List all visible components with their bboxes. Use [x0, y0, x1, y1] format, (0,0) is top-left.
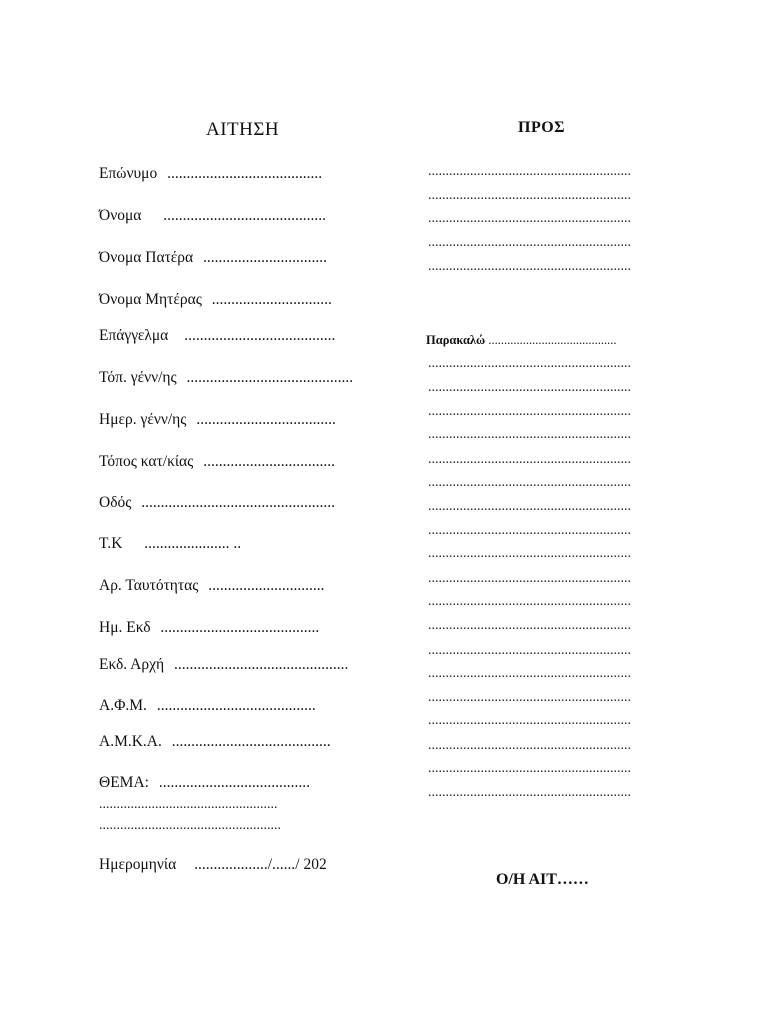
request-line[interactable]: ..........................................................: [428, 452, 631, 467]
field-mother-name[interactable]: [99, 290, 332, 310]
field-label: Αρ. Ταυτότητας: [99, 577, 199, 594]
field-birth-place[interactable]: [99, 368, 353, 388]
request-line[interactable]: ..........................................................: [428, 618, 631, 633]
recipient-line[interactable]: ..........................................................: [428, 259, 631, 274]
field-blank: ................................: [203, 249, 328, 266]
field-blank: ..........................................: [163, 207, 327, 224]
field-label: Όνομα: [99, 207, 142, 224]
field-label: Τ.Κ: [99, 535, 123, 552]
please-blank: .........................................: [488, 333, 617, 347]
recipient-title: ΠΡΟΣ: [518, 119, 566, 136]
field-blank: ....................................: [196, 411, 336, 428]
field-label: Ημερ. γένν/ης: [99, 411, 187, 428]
field-postal-code[interactable]: [99, 534, 241, 554]
field-blank: ...........................................: [186, 369, 354, 386]
request-line[interactable]: ..........................................................: [428, 713, 631, 728]
field-label: Όνομα Πατέρα: [99, 249, 194, 266]
field-label: Ημ. Εκδ: [99, 619, 151, 636]
request-line[interactable]: ..........................................................: [428, 546, 631, 561]
recipient-line[interactable]: ..........................................................: [428, 164, 631, 179]
field-blank: .........................................: [171, 733, 331, 750]
recipient-line[interactable]: ..........................................................: [428, 211, 631, 226]
field-label: Α.Φ.Μ.: [99, 697, 147, 714]
subject-line-3[interactable]: ....................................................: [99, 818, 281, 833]
field-first-name[interactable]: [99, 206, 326, 226]
form-title: ΑΙΤΗΣΗ: [206, 119, 280, 140]
recipient-line[interactable]: ..........................................................: [428, 188, 631, 203]
field-label: Οδός: [99, 494, 132, 511]
request-line[interactable]: ..........................................................: [428, 427, 631, 442]
field-blank: ........................................: [167, 165, 323, 182]
recipient-line[interactable]: ..........................................................: [428, 235, 631, 250]
applicant-signature-label: Ο/Η ΑΙΤ……: [496, 871, 589, 888]
request-line[interactable]: ..........................................................: [428, 738, 631, 753]
field-blank: .............................................: [173, 656, 349, 673]
field-blank: .........................................: [156, 697, 316, 714]
field-blank: .........................................: [160, 619, 320, 636]
subject-line-2[interactable]: ...................................................: [99, 797, 278, 812]
field-blank: .......................................: [184, 327, 336, 344]
date-value: .................../....../ 202: [194, 856, 327, 873]
request-line[interactable]: ..........................................................: [428, 594, 631, 609]
request-line[interactable]: ..........................................................: [428, 380, 631, 395]
field-residence[interactable]: [99, 452, 335, 472]
field-label: Επάγγελμα: [99, 327, 169, 344]
date-label: Ημερομηνία: [99, 856, 177, 873]
field-label: Όνομα Μητέρας: [99, 291, 202, 308]
field-occupation[interactable]: [99, 326, 335, 346]
request-line[interactable]: ..........................................................: [428, 356, 631, 371]
field-father-name[interactable]: [99, 248, 327, 268]
field-blank: ..................................................: [141, 494, 336, 511]
request-line[interactable]: ..........................................................: [428, 404, 631, 419]
field-label: Εκδ. Αρχή: [99, 656, 165, 673]
field-issue-date[interactable]: [99, 618, 319, 638]
request-line[interactable]: ..........................................................: [428, 643, 631, 658]
date-field[interactable]: [99, 856, 327, 874]
field-label: Τόπος κατ/κίας: [99, 453, 194, 470]
field-subject[interactable]: [99, 773, 310, 793]
field-label: Α.Μ.Κ.Α.: [99, 733, 162, 750]
field-blank: .......................................: [158, 774, 310, 791]
field-id-number[interactable]: [99, 576, 325, 596]
field-blank: ..................................: [203, 453, 335, 470]
field-tax-id[interactable]: [99, 696, 316, 716]
field-label: Επώνυμο: [99, 165, 158, 182]
field-blank: ...............................: [211, 291, 332, 308]
request-line[interactable]: ..........................................................: [428, 666, 631, 681]
request-line[interactable]: ..........................................................: [428, 523, 631, 538]
request-line[interactable]: ..........................................................: [428, 571, 631, 586]
field-street[interactable]: [99, 493, 335, 513]
request-line[interactable]: ..........................................................: [428, 761, 631, 776]
field-social-security[interactable]: [99, 732, 331, 752]
field-label: Τόπ. γένν/ης: [99, 369, 177, 386]
field-blank: ..............................: [208, 577, 325, 594]
please-label: Παρακαλώ: [426, 333, 486, 347]
request-intro[interactable]: [426, 332, 616, 348]
request-line[interactable]: ..........................................................: [428, 690, 631, 705]
field-birth-date[interactable]: [99, 410, 336, 430]
field-blank: ...................... ..: [144, 535, 242, 552]
field-label: ΘΕΜΑ:: [99, 774, 149, 791]
request-line[interactable]: ..........................................................: [428, 499, 631, 514]
field-surname[interactable]: [99, 164, 322, 184]
field-issuing-authority[interactable]: [99, 655, 348, 675]
request-line[interactable]: ..........................................................: [428, 475, 631, 490]
request-line[interactable]: ..........................................................: [428, 785, 631, 800]
